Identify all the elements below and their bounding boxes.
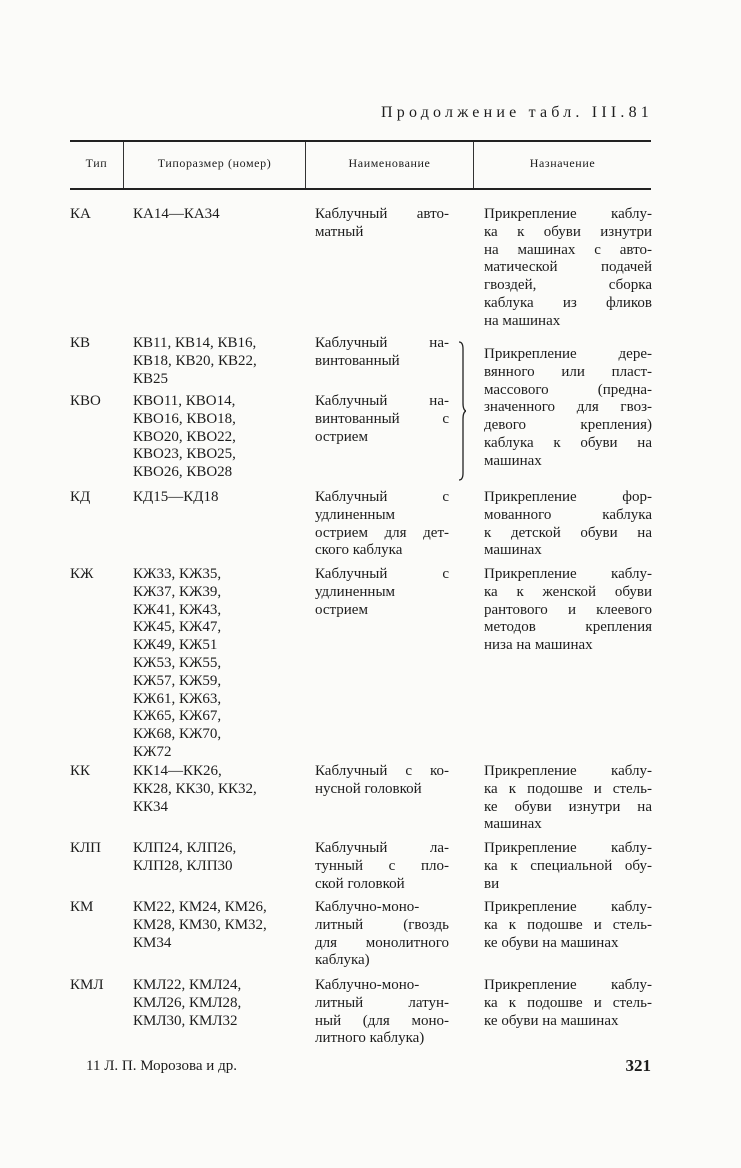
text-line: КК28, КК30, КК32, bbox=[133, 780, 257, 797]
text-line: ви bbox=[484, 875, 500, 892]
text-line: КЖ72 bbox=[133, 743, 172, 760]
text-line: КВО20, КВО22, bbox=[133, 428, 236, 445]
text-line: КЛП28, КЛП30 bbox=[133, 857, 233, 874]
text-line: КВО23, КВО25, bbox=[133, 446, 236, 463]
row-type: КА bbox=[70, 206, 91, 222]
page-number: 321 bbox=[625, 1056, 651, 1075]
row-sizes bbox=[133, 977, 241, 1030]
table-top-rule bbox=[70, 140, 651, 142]
text-line: Каблучно-моно- bbox=[315, 899, 420, 915]
row-purpose bbox=[484, 899, 652, 952]
header-type: Тип bbox=[85, 156, 108, 170]
text-line: КЖ33, КЖ35, bbox=[133, 566, 222, 582]
text-line: Каблучный с bbox=[315, 489, 449, 505]
row-sizes bbox=[133, 335, 257, 388]
text-line: матный bbox=[315, 223, 364, 240]
row-type: КЖ bbox=[70, 566, 94, 582]
row-purpose bbox=[484, 840, 652, 893]
text-line: Прикрепление каблу- bbox=[484, 899, 652, 915]
row-sizes bbox=[133, 763, 257, 816]
text-line: на машинах bbox=[484, 312, 561, 329]
text-line: тунный с пло- bbox=[315, 857, 449, 874]
text-line: КВО26, КВО28 bbox=[133, 464, 233, 481]
text-line: КК34 bbox=[133, 798, 169, 815]
row-name bbox=[315, 489, 449, 560]
text-line: КМЛ30, КМЛ32 bbox=[133, 1012, 238, 1029]
text-line: гвоздей, сборка bbox=[484, 277, 652, 294]
row-name bbox=[315, 899, 449, 970]
text-line: ка к подошве и стель- bbox=[484, 780, 652, 797]
row-type: КВ bbox=[70, 335, 91, 351]
text-line: КВ11, КВ14, КВ16, bbox=[133, 335, 257, 351]
row-sizes bbox=[133, 393, 236, 482]
text-line: КЖ41, КЖ43, bbox=[133, 601, 222, 618]
text-line: ского каблука bbox=[315, 542, 403, 559]
row-name bbox=[315, 763, 449, 799]
row-purpose bbox=[484, 489, 652, 560]
text-line: ка к подошве и стель- bbox=[484, 916, 652, 933]
footer-author: 11 Л. П. Морозова и др. bbox=[86, 1058, 237, 1074]
text-line: рантового и клеевого bbox=[484, 601, 652, 618]
text-line: ке обуви изнутри на bbox=[484, 798, 652, 815]
text-line: к детской обуви на bbox=[484, 524, 652, 541]
text-line: ка к обуви изнутри bbox=[484, 223, 652, 240]
text-line: литного каблука) bbox=[315, 1030, 425, 1047]
text-line: КЛП24, КЛП26, bbox=[133, 840, 237, 856]
text-line: ный (для моно- bbox=[315, 1012, 449, 1029]
row-type: КД bbox=[70, 489, 91, 505]
text-line: КА14—КА34 bbox=[133, 206, 220, 222]
text-line: Каблучный на- bbox=[315, 335, 449, 351]
text-line: матической подачей bbox=[484, 259, 652, 276]
text-line: мованного каблука bbox=[484, 506, 652, 523]
row-purpose bbox=[484, 566, 652, 655]
text-line: значенного для гвоз- bbox=[484, 399, 652, 416]
text-line: вянного или пласт- bbox=[484, 363, 652, 380]
table-header-rule bbox=[70, 188, 651, 190]
text-line: КД15—КД18 bbox=[133, 489, 219, 505]
row-purpose bbox=[484, 206, 652, 331]
text-line: Прикрепление каблу- bbox=[484, 206, 652, 222]
text-line: машинах bbox=[484, 816, 542, 833]
row-type: КМЛ bbox=[70, 977, 104, 993]
text-line: острием bbox=[315, 428, 368, 445]
text-line: винтованный bbox=[315, 352, 400, 369]
row-type: КЛП bbox=[70, 840, 102, 856]
text-line: ка к подошве и стель- bbox=[484, 994, 652, 1011]
text-line: винтованный с bbox=[315, 410, 449, 427]
text-line: методов крепления bbox=[484, 619, 652, 636]
row-type: КМ bbox=[70, 899, 94, 915]
text-line: Каблучный ла- bbox=[315, 840, 449, 856]
text-line: массового (предна- bbox=[484, 381, 652, 398]
text-line: Каблучно-моно- bbox=[315, 977, 420, 993]
header-name: Наименование bbox=[348, 156, 431, 170]
text-line: КЖ57, КЖ59, bbox=[133, 672, 222, 689]
text-line: Прикрепление фор- bbox=[484, 489, 652, 505]
text-line: КВ18, КВ20, КВ22, bbox=[133, 352, 257, 369]
text-line: ке обуви на машинах bbox=[484, 934, 619, 951]
row-sizes bbox=[133, 899, 267, 952]
text-line: КМ22, КМ24, КМ26, bbox=[133, 899, 267, 915]
text-line: девого крепления) bbox=[484, 417, 652, 434]
text-line: ской головкой bbox=[315, 875, 405, 892]
text-line: литный (гвоздь bbox=[315, 916, 449, 933]
text-line: КВ25 bbox=[133, 370, 169, 387]
text-line: Каблучный с ко- bbox=[315, 763, 449, 779]
text-line: нусной головкой bbox=[315, 780, 422, 797]
text-line: машинах bbox=[484, 452, 542, 469]
text-line: КЖ53, КЖ55, bbox=[133, 654, 222, 671]
text-line: на машинах с авто- bbox=[484, 241, 652, 258]
row-purpose bbox=[484, 763, 652, 834]
row-sizes bbox=[133, 566, 221, 762]
text-line: КМЛ26, КМЛ28, bbox=[133, 994, 242, 1011]
row-name bbox=[315, 335, 449, 371]
text-line: КК14—КК26, bbox=[133, 763, 222, 779]
text-line: КЖ49, КЖ51 bbox=[133, 637, 218, 654]
text-line: Прикрепление каблу- bbox=[484, 763, 652, 779]
row-name bbox=[315, 566, 449, 619]
text-line: удлиненным bbox=[315, 506, 396, 523]
text-line: ка к специальной обу- bbox=[484, 857, 652, 874]
text-line: ка к женской обуви bbox=[484, 583, 652, 600]
text-line: КМ34 bbox=[133, 934, 172, 951]
text-line: КВО11, КВО14, bbox=[133, 393, 236, 409]
row-name bbox=[315, 977, 449, 1048]
text-line: машинах bbox=[484, 542, 542, 559]
text-line: Прикрепление каблу- bbox=[484, 566, 652, 582]
text-line: КМ28, КМ30, КМ32, bbox=[133, 916, 267, 933]
text-line: острием bbox=[315, 601, 368, 618]
row-name bbox=[315, 393, 449, 446]
row-sizes bbox=[133, 206, 220, 224]
row-type: КВО bbox=[70, 393, 101, 409]
text-line: Прикрепление каблу- bbox=[484, 977, 652, 993]
text-line: каблука из фликов bbox=[484, 294, 652, 311]
text-line: КЖ65, КЖ67, bbox=[133, 708, 222, 725]
text-line: каблука) bbox=[315, 952, 370, 969]
text-line: Каблучный с bbox=[315, 566, 449, 582]
header-size: Типоразмер (номер) bbox=[157, 156, 272, 170]
row-purpose bbox=[484, 977, 652, 1030]
text-line: КМЛ22, КМЛ24, bbox=[133, 977, 242, 993]
text-line: КЖ61, КЖ63, bbox=[133, 690, 222, 707]
text-line: КЖ68, КЖ70, bbox=[133, 726, 222, 743]
table-caption: Продолжение табл. III.81 bbox=[381, 104, 653, 121]
row-name bbox=[315, 206, 449, 242]
text-line: Каблучный авто- bbox=[315, 206, 449, 222]
text-line: Прикрепление дере- bbox=[484, 346, 652, 362]
text-line: каблука к обуви на bbox=[484, 434, 652, 451]
group-brace-icon bbox=[458, 341, 466, 481]
text-line: литный латун- bbox=[315, 994, 449, 1011]
row-name bbox=[315, 840, 449, 893]
text-line: для монолитного bbox=[315, 934, 449, 951]
text-line: КЖ37, КЖ39, bbox=[133, 583, 222, 600]
text-line: Каблучный на- bbox=[315, 393, 449, 409]
row-sizes bbox=[133, 840, 236, 876]
row-type: КК bbox=[70, 763, 91, 779]
text-line: ке обуви на машинах bbox=[484, 1012, 619, 1029]
text-line: низа на машинах bbox=[484, 637, 593, 654]
header-purpose: Назначение bbox=[529, 156, 596, 170]
text-line: острием для дет- bbox=[315, 524, 449, 541]
shared-purpose-kv bbox=[484, 346, 652, 471]
text-line: Прикрепление каблу- bbox=[484, 840, 652, 856]
text-line: КЖ45, КЖ47, bbox=[133, 619, 222, 636]
text-line: удлиненным bbox=[315, 583, 396, 600]
text-line: КВО16, КВО18, bbox=[133, 410, 236, 427]
row-sizes bbox=[133, 489, 218, 507]
